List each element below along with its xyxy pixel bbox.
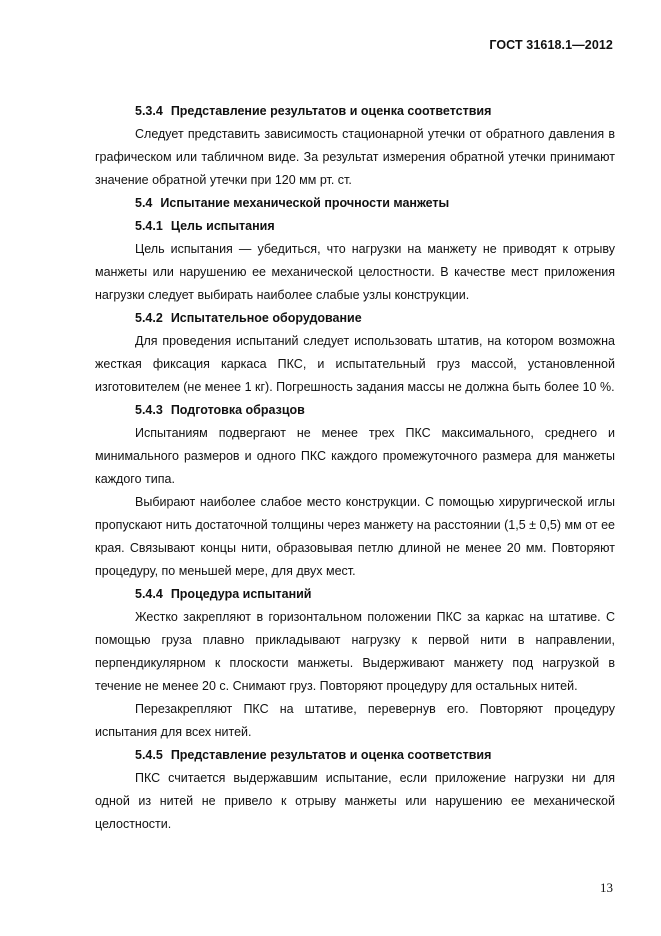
section-number: 5.4.3 [135,403,163,417]
section-title: Испытание механической прочности манжеты [160,196,450,210]
section-title: Представление результатов и оценка соответствия [170,748,492,762]
section-number: 5.3.4 [135,104,163,118]
section-number: 5.4.4 [135,587,163,601]
section-title: Представление результатов и оценка соответствия [170,104,492,118]
section-heading-5-4-1 [95,215,615,238]
section-heading-5-4-2 [95,307,615,330]
section-title: Испытательное оборудование [170,311,362,325]
section-heading-5-4-4 [95,583,615,606]
paragraph: Испытаниям подвергают не менее трех ПКС максимального, среднего и минимального размеров и одного ПКС каждого промежуточного размера для манжеты каждого типа. [95,426,615,486]
section-number: 5.4 [135,196,153,210]
section-number: 5.4.2 [135,311,163,325]
section-heading-5-3-4 [95,100,615,123]
section-heading-5-4 [95,192,615,215]
section-title: Цель испытания [170,219,275,233]
paragraph: ПКС считается выдержавшим испытание, если приложение нагрузки ни для одной из нитей не привело к отрыву манжеты или нарушению ее механической целостности. [95,771,615,831]
paragraph: Перезакрепляют ПКС на штативе, перевернув его. Повторяют процедуру испытания для всех нитей. [95,702,615,739]
paragraph: Выбирают наиболее слабое место конструкции. С помощью хирургической иглы пропускают нить достаточной толщины через манжету на расстоянии (1,5 ± 0,5) мм от ее края. Связывают концы нити, образовывая петлю длиной не менее 20 мм. Повторяют процедуру, по меньшей мере, для двух мест. [95,495,615,578]
page-body [95,100,615,836]
paragraph: Цель испытания — убедиться, что нагрузки на манжету не приводят к отрыву манжеты или нарушению ее механической целостности. В качестве мест приложения нагрузки следует выбирать наиболее слабые узлы конструкции. [95,242,615,302]
paragraph: Жестко закрепляют в горизонтальном положении ПКС за каркас на штативе. С помощью груза плавно прикладывают нагрузку к первой нити в направлении, перпендикулярном к плоскости манжеты. Выдерживают манжету под нагрузкой в течение не менее 20 с. Снимают груз. Повторяют процедуру для остальных нитей. [95,610,615,693]
section-number: 5.4.5 [135,748,163,762]
section-heading-5-4-5 [95,744,615,767]
section-title: Подготовка образцов [170,403,305,417]
section-title: Процедура испытаний [170,587,312,601]
section-number: 5.4.1 [135,219,163,233]
document-code: ГОСТ 31618.1—2012 [489,38,613,52]
paragraph: Для проведения испытаний следует использовать штатив, на котором возможна жесткая фиксация каркаса ПКС, и испытательный груз массой, установленной изготовителем (не менее 1 кг). Погрешность задания массы не должна быть более 10 %. [95,334,615,394]
paragraph: Следует представить зависимость стационарной утечки от обратного давления в графическом или табличном виде. За результат измерения обратной утечки принимают значение обратной утечки при 120 мм рт. ст. [95,127,615,187]
page-number: 13 [600,880,613,895]
section-heading-5-4-3 [95,399,615,422]
